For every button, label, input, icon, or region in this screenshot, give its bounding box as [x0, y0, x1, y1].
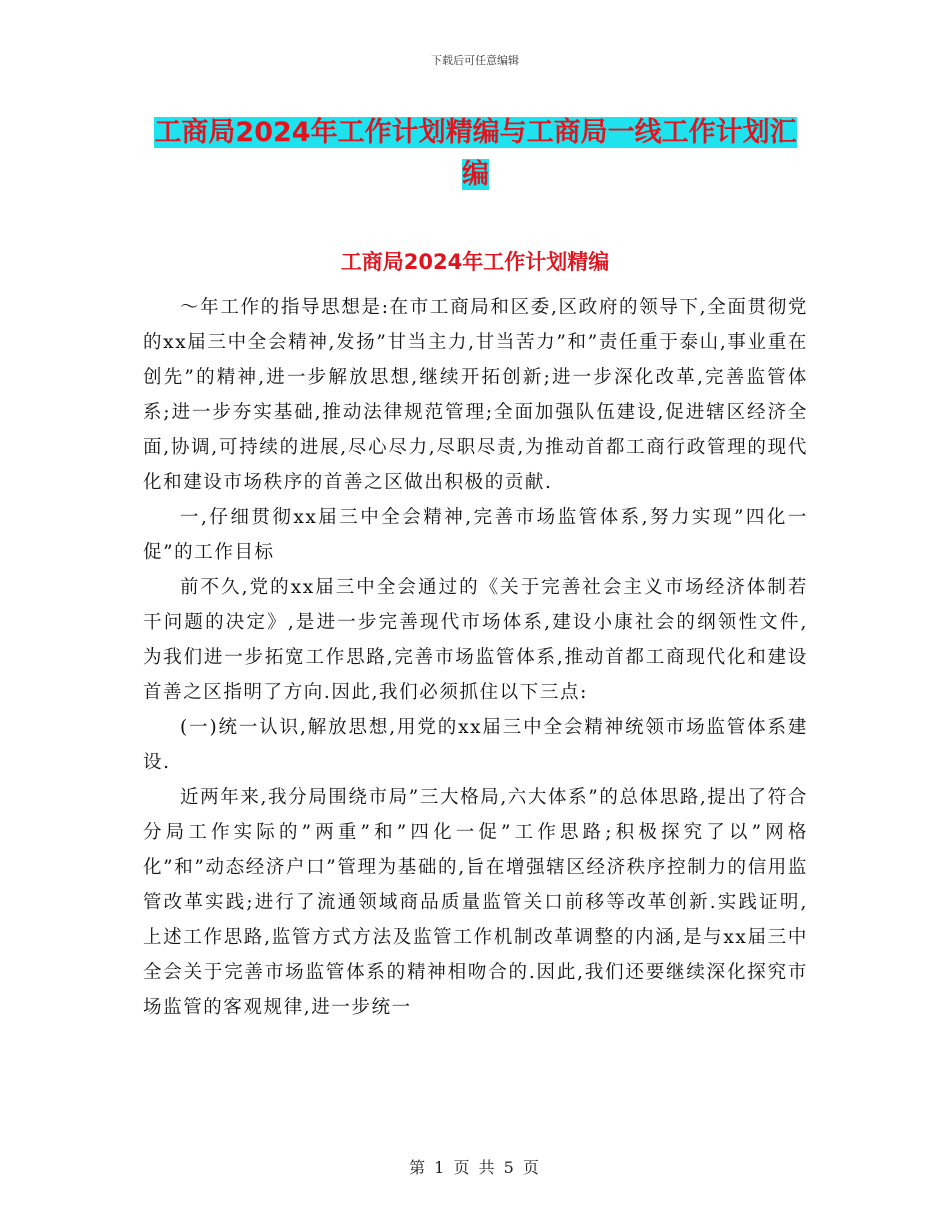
body-paragraph: ～年工作的指导思想是:在市工商局和区委,区政府的领导下,全面贯彻党的xx届三中全会精神,发扬”甘当主力,甘当苦力”和”责任重于泰山,事业重在创先”的精神,进一步解放思想,继续开拓创新;进一步深化改革,完善监管体系;进一步夯实基础,推动法律规范管理;全面加强队伍建设,促进辖区经济全面,协调,可持续的进展,尽心尽力,尽职尽责,为推动首都工商行政管理的现代化和建设市场秩序的首善之区做出积极的贡献.	[143, 297, 808, 493]
body-paragraph: 近两年来,我分局围绕市局”三大格局,六大体系”的总体思路,提出了符合分局工作实际的”两重”和”四化一促”工作思路;积极探究了以”网格化”和”动态经济户口”管理为基础的,旨在增强辖区经济秩序控制力的信用监管改革实践;进行了流通领域商品质量监管关口前移等改革创新.实践证明,上述工作思路,监管方式方法及监管工作机制改革调整的内涵,是与xx届三中全会关于完善市场监管体系的精神相吻合的.因此,我们还要继续深化探究市场监管的客观规律,进一步统一	[143, 787, 808, 1018]
section-title: 工商局2024年工作计划精编	[340, 250, 610, 274]
body-paragraph: (一)统一认识,解放思想,用党的xx届三中全会精神统领市场监管体系建设.	[143, 717, 808, 773]
page-number: 第 1 页 共 5 页	[409, 1158, 541, 1177]
document-title	[143, 112, 808, 196]
document-title-line-2: 编	[462, 159, 489, 190]
body-paragraph: 一,仔细贯彻xx届三中全会精神,完善市场监管体系,努力实现”四化一促”的工作目标	[143, 507, 808, 563]
body-paragraph: 前不久,党的xx届三中全会通过的《关于完善社会主义市场经济体制若干问题的决定》,是进一步完善现代市场体系,建设小康社会的纲领性文件,为我们进一步拓宽工作思路,完善市场监管体系,推动首都工商现代化和建设首善之区指明了方向.因此,我们必须抓住以下三点:	[143, 577, 808, 703]
document-body	[143, 290, 808, 1025]
document-title-line-1: 工商局2024年工作计划精编与工商局一线工作计划汇	[154, 117, 797, 148]
page-header-note: 下载后可任意编辑	[431, 54, 519, 67]
